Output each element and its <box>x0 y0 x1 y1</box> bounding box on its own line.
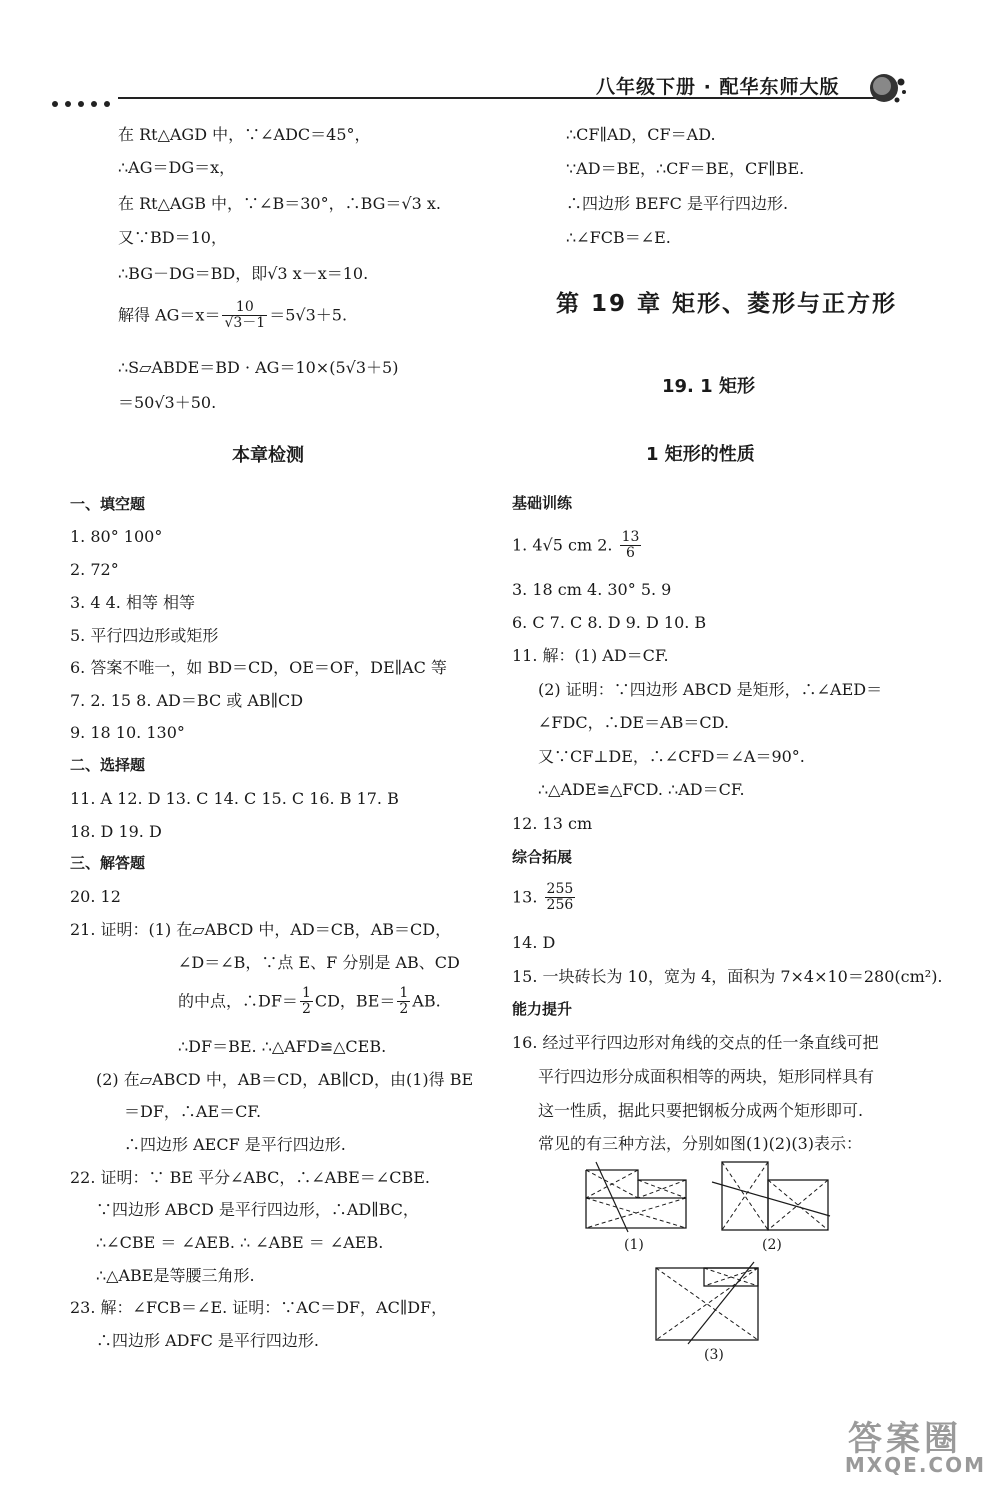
answer-line: 这一性质，据此只要把钢板分成两个矩形即可. <box>538 1101 864 1120</box>
half-fraction <box>397 986 410 1018</box>
proof-line: 又∵BD＝10， <box>118 228 227 247</box>
choice-heading: 二、选择题 <box>70 756 146 774</box>
answer-heading: 三、解答题 <box>70 854 146 872</box>
answer-line: ∴CF∥AD，CF＝AD. <box>566 125 716 144</box>
answer-line: 18. D 19. D <box>70 822 162 841</box>
answer-line: 11. 解：(1) AD＝CF. <box>512 646 669 665</box>
fraction-numerator: 13 <box>621 529 640 545</box>
answer-line: ∴∠CBE ＝ ∠AEB. ∴ ∠ABE ＝ ∠AEB. <box>96 1233 384 1252</box>
proof-line: ∴S▱ABDE＝BD · AG＝10×(5√3＋5) <box>118 358 399 377</box>
answer-line: 21. 证明：(1) 在▱ABCD 中，AD＝CB，AB＝CD， <box>70 920 452 939</box>
section-title: 19. 1 矩形 <box>662 376 755 397</box>
midpoint-prefix: 的中点，∴DF＝ <box>178 991 298 1011</box>
answer-text: 1. 4√5 cm 2. <box>512 535 618 555</box>
answer-line: 6. 答案不唯一，如 BD＝CD，OE＝OF，DE∥AC 等 <box>70 658 447 677</box>
fraction-numerator: 1 <box>301 985 311 1001</box>
answer-line: ∠FDC，∴DE＝AB＝CD. <box>538 713 729 732</box>
fraction-denominator: 256 <box>546 897 574 914</box>
proof-line: 在 Rt△AGB 中，∵∠B＝30°，∴BG＝√3 x. <box>118 194 441 213</box>
answer-line: ∴∠FCB＝∠E. <box>566 228 671 247</box>
answer-line: 6. C 7. C 8. D 9. D 10. B <box>512 613 707 632</box>
answer-line: ∴四边形 ADFC 是平行四边形. <box>96 1331 319 1350</box>
answer-line: ∴四边形 AECF 是平行四边形. <box>124 1135 346 1154</box>
fraction-denominator: 2 <box>301 1001 311 1018</box>
answer-line: 16. 经过平行四边形对角线的交点的任一条直线可把 <box>512 1033 879 1052</box>
header-logo-icon <box>868 70 908 104</box>
solve-prefix: 解得 AG＝x＝ <box>118 305 221 325</box>
answer-line: ∠D＝∠B，∵点 E、F 分别是 AB、CD <box>178 953 460 972</box>
midpoint-suffix: AB. <box>412 991 441 1011</box>
answer-line: ∵AD＝BE，∴CF＝BE，CF∥BE. <box>566 159 805 178</box>
answer-fraction <box>620 530 642 562</box>
ability-heading: 能力提升 <box>512 1000 573 1018</box>
answer-line: 3. 18 cm 4. 30° 5. 9 <box>512 580 672 599</box>
fraction-denominator: √3－1 <box>224 315 266 332</box>
fraction-numerator: 10 <box>222 300 267 316</box>
answer-line: 22. 证明：∵ BE 平分∠ABC，∴∠ABE＝∠CBE. <box>70 1168 430 1187</box>
answer-line: 2. 72° <box>70 560 119 579</box>
answer-line: ＝DF，∴AE＝CF. <box>124 1102 262 1121</box>
proof-line: ∴BG－DG＝BD，即√3 x－x＝10. <box>118 264 369 283</box>
proof-line: 在 Rt△AGD 中，∵∠ADC＝45°， <box>118 125 371 144</box>
fraction-numerator: 255 <box>546 881 574 897</box>
watermark <box>732 1409 992 1479</box>
answer-line: 3. 4 4. 相等 相等 <box>70 593 196 612</box>
answer-line: 20. 12 <box>70 887 121 906</box>
answer-line: ∴DF＝BE. ∴△AFD≌△CEB. <box>178 1037 387 1056</box>
answer-line: 1. 80° 100° <box>70 527 163 546</box>
basic-heading: 基础训练 <box>512 494 573 512</box>
figure-3-diagram <box>652 1262 764 1344</box>
proof-line: ＝50√3＋50. <box>118 393 217 412</box>
answer-line: ∵四边形 ABCD 是平行四边形，∴AD∥BC， <box>96 1200 419 1219</box>
answer-line: ∴△ABE是等腰三角形. <box>96 1266 255 1285</box>
answer-line: 5. 平行四边形或矩形 <box>70 626 219 645</box>
subsection-title: 1 矩形的性质 <box>646 444 755 465</box>
fraction-numerator: 1 <box>399 985 409 1001</box>
answer-line: 常见的有三种方法，分别如图(1)(2)(3)表示： <box>538 1134 862 1153</box>
fill-heading: 一、填空题 <box>70 495 146 513</box>
answer-fraction <box>545 882 576 914</box>
answer-line: 平行四边形分成面积相等的两块，矩形同样具有 <box>538 1067 875 1086</box>
comprehensive-heading: 综合拓展 <box>512 848 573 866</box>
fraction-denominator: 6 <box>626 545 635 562</box>
answer-line: 23. 解：∠FCB＝∠E. 证明：∵AC＝DF，AC∥DF， <box>70 1298 448 1317</box>
chapter-test-title: 本章检测 <box>232 445 304 466</box>
answer-line: ∴四边形 BEFC 是平行四边形. <box>566 194 789 213</box>
answer-text: 13. <box>512 887 543 907</box>
answer-line: 7. 2. 15 8. AD＝BC 或 AB∥CD <box>70 691 304 710</box>
midpoint-line <box>178 986 441 1018</box>
figure-1-diagram <box>582 1160 692 1232</box>
header-dots <box>52 92 117 111</box>
midpoint-mid: CD，BE＝ <box>314 991 396 1011</box>
answer-line: 14. D <box>512 933 556 952</box>
answer-line: 15. 一块砖长为 10，宽为 4，面积为 7×4×10＝280(cm²). <box>512 967 943 986</box>
watermark-text: 答案圈 <box>848 1419 962 1459</box>
watermark-url: MXQE.COM <box>844 1453 986 1477</box>
answer-line: 12. 13 cm <box>512 814 593 833</box>
figure-label: (1) <box>624 1237 644 1253</box>
figure-label: (2) <box>762 1237 782 1253</box>
answer-line: 又∵CF⊥DE，∴∠CFD＝∠A＝90°. <box>538 747 805 766</box>
half-fraction <box>300 986 313 1018</box>
basic-first-line <box>512 530 643 562</box>
proof-line: ∴AG＝DG＝x， <box>118 158 236 177</box>
answer-line: 9. 18 10. 130° <box>70 723 185 742</box>
fraction-denominator: 2 <box>399 1001 409 1018</box>
answer-line: (2) 在▱ABCD 中，AB＝CD，AB∥CD，由(1)得 BE <box>96 1070 474 1089</box>
chapter-title: 第 19 章 矩形、菱形与正方形 <box>556 291 898 317</box>
figure-label: (3) <box>704 1347 724 1363</box>
answer-line: (2) 证明：∵四边形 ABCD 是矩形，∴∠AED＝ <box>538 680 883 699</box>
q13-line <box>512 882 577 914</box>
answer-line: ∴△ADE≌△FCD. ∴AD＝CF. <box>538 780 745 799</box>
header-title: 八年级下册 · 配华东师大版 <box>596 76 840 98</box>
figure-2-diagram <box>710 1158 832 1234</box>
solve-fraction <box>222 300 267 332</box>
answer-line: 11. A 12. D 13. C 14. C 15. C 16. B 17. B <box>70 789 399 808</box>
solve-line <box>118 300 347 332</box>
solve-suffix: ＝5√3＋5. <box>269 305 348 325</box>
